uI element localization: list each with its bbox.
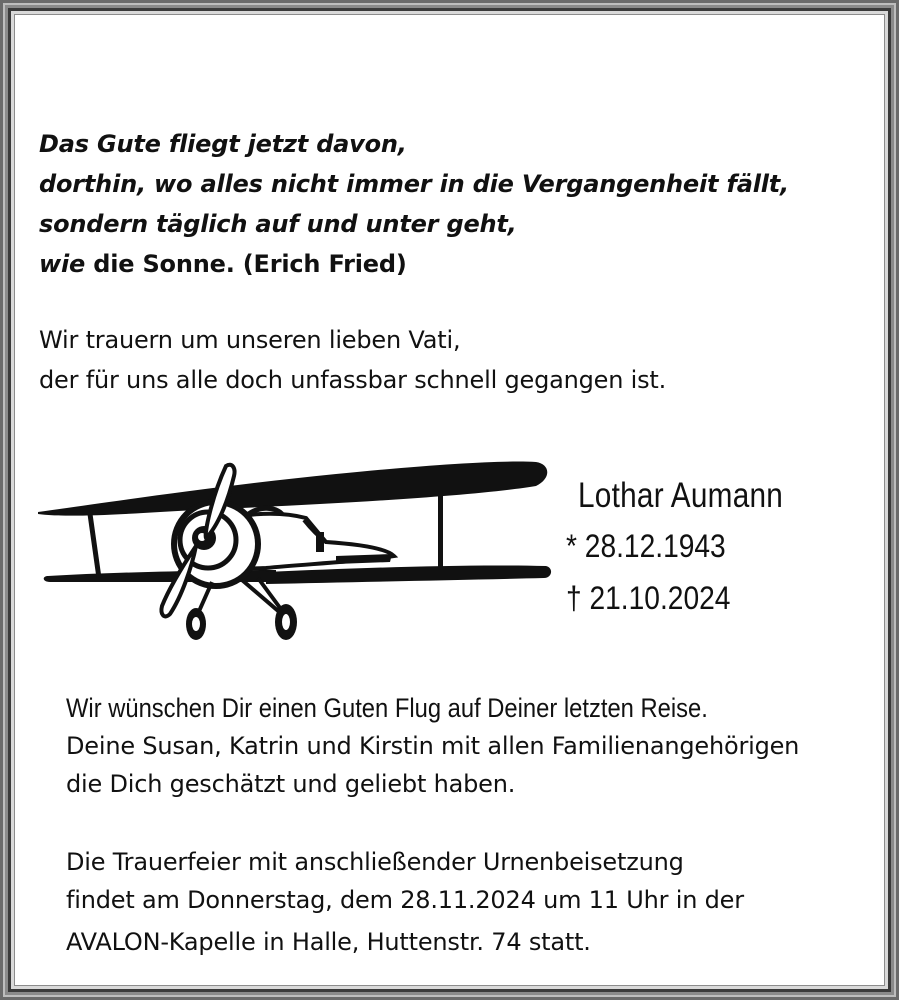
deceased-name: Lothar Aumann [578,476,784,515]
intro-line-2: der für uns alle doch unfassbar schnell gegangen ist. [39,366,667,394]
wish-line-2: Deine Susan, Katrin und Kirstin mit allen Familienangehörigen [66,732,800,760]
poem-line-4-rest: die Sonne. (Erich Fried) [85,250,407,278]
funeral-line-1: Die Trauerfeier mit anschließender Urnenbeisetzung [66,848,684,876]
funeral-line-3: AVALON-Kapelle in Halle, Huttenstr. 74 statt. [66,928,591,956]
death-date: † 21.10.2024 [566,580,731,616]
poem-line-2: dorthin, wo alles nicht immer in die Vergangenheit fällt, [39,170,789,198]
poem-line-3: sondern täglich auf und unter geht, [39,210,517,238]
intro-line-1: Wir trauern um unseren lieben Vati, [39,326,461,354]
wish-line-3: die Dich geschätzt und geliebt haben. [66,770,516,798]
funeral-line-2: findet am Donnerstag, dem 28.11.2024 um 11 Uhr in der [66,886,744,914]
poem-line-4 [39,250,407,278]
wish-line-1: Wir wünschen Dir einen Guten Flug auf Deiner letzten Reise. [66,693,708,723]
poem-line-1: Das Gute fliegt jetzt davon, [39,130,407,158]
poem-line-4-italic: wie [39,250,86,278]
biplane-icon [36,456,554,646]
birth-date: * 28.12.1943 [566,528,726,564]
